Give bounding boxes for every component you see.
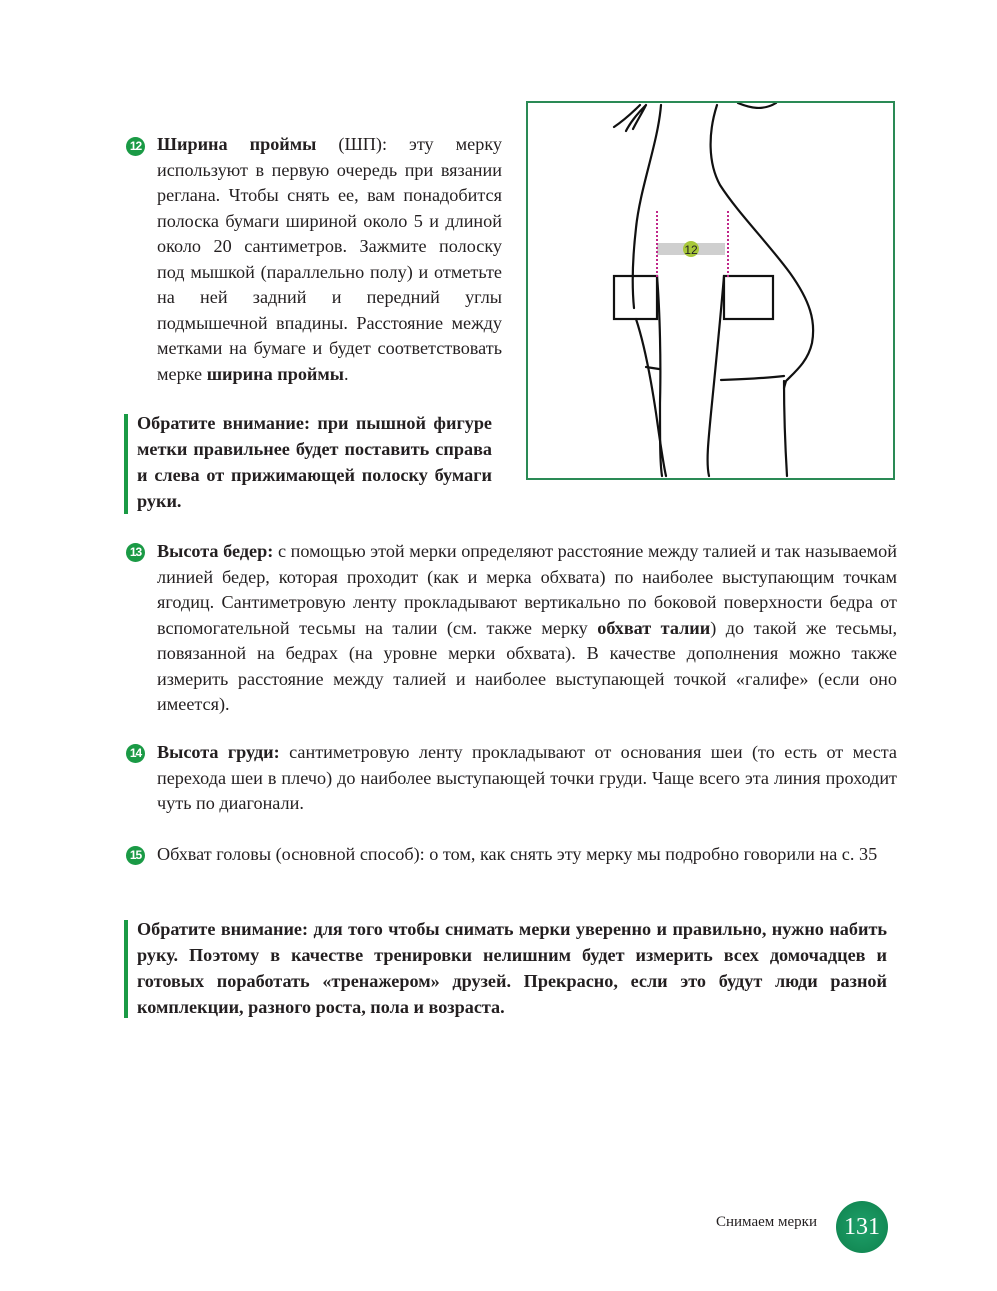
arm-front-edge — [708, 276, 724, 476]
item-12-end: . — [344, 363, 349, 384]
item-13-title: Высота бедер: — [157, 541, 274, 561]
item-14-paragraph — [157, 740, 897, 817]
body-front-lower — [784, 381, 787, 476]
note-callout-2 — [137, 916, 887, 1020]
page-number-badge: 131 — [836, 1201, 888, 1253]
item-13-paragraph — [157, 539, 897, 718]
note-body: для того чтобы снимать мерки уверенно и правильно, нужно набить руку. Поэтому в качестве тренировки нелишним будет измерить всех домочадцев и готовых поработать «тренажером» друзей. Прекрасно, если это будут люди разной комплекции, разного роста, пола и возраста. — [137, 919, 888, 1017]
item-12-body: (ШП): эту мерку используют в первую очередь при вязании реглана. Чтобы снять ее, вам понадобится полоска бумаги шириной около 5 и длиной около 20 сантиметров. Зажмите полоску под мышкой (параллельно полу) и отметьте на ней задний и передний углы подмышечной впадины. Расстояние между метками на бумаге и будет соответствовать мерке — [157, 134, 503, 384]
paper-strip-back — [614, 276, 657, 319]
item-13-body-a: с помощью этой мерки определяют расстояние между талией и так называемой линией бедер, которая проходит (как и мерка обхвата) по наиболее выступающим точкам ягодиц. Сантиметровую ленту прокладывают вертикально по боковой поверхности бедра от вспомогательной тесьмы на талии (см. также мерку — [157, 541, 897, 638]
forearm-line — [721, 376, 784, 380]
item-number-badge-14: 14 — [126, 744, 145, 763]
measurement-marker-label: 12 — [684, 243, 698, 257]
item-12-emphasis: ширина проймы — [206, 363, 344, 384]
item-12-paragraph — [157, 132, 502, 387]
chin-contour — [738, 103, 776, 108]
item-14-title: Высота груди: — [157, 742, 280, 762]
item-15-paragraph — [157, 842, 897, 868]
hair-strands — [614, 105, 646, 131]
paper-strip-front — [724, 276, 773, 319]
note-accent-bar — [124, 414, 128, 514]
item-number-badge-15: 15 — [126, 846, 145, 865]
note-body: при пышной фигуре метки правильнее будет поставить справа и слева от прижимающей полоску бумаги руки. — [137, 413, 493, 511]
body-silhouette-illustration — [528, 103, 893, 478]
item-14-body: сантиметровую ленту прокладывают от основания шеи (то есть от места перехода шеи в плечо) до наиболее выступающей точки груди. Чаще всего эта линия проходит чуть по диагонали. — [157, 742, 898, 813]
note-label: Обратите внимание: — [137, 413, 311, 433]
note-accent-bar — [124, 920, 128, 1018]
arm-back-outer — [636, 319, 666, 476]
running-footer-section-title: Снимаем мерки — [716, 1214, 817, 1230]
note-label: Обратите внимание: — [137, 919, 309, 939]
item-number-badge-13: 13 — [126, 543, 145, 562]
armhole-width-figure — [526, 101, 895, 480]
item-13-body-b: ) до такой же тесьмы, повязанной на бедрах (на уровне мерки обхвата). В качестве дополнения можно также измерить расстояние между талией и наиболее выступающей точкой «галифе» (если оно имеется). — [157, 617, 898, 714]
item-15-body: Обхват головы (основной способ): о том, как снять эту мерку мы подробно говорили на с. 35 — [157, 844, 878, 864]
item-13-emphasis: обхват талии — [597, 617, 711, 638]
item-number-badge-12: 12 — [126, 137, 145, 156]
front-contour — [711, 105, 814, 388]
item-12-title: Ширина проймы — [157, 134, 317, 154]
note-callout-1 — [137, 410, 492, 514]
